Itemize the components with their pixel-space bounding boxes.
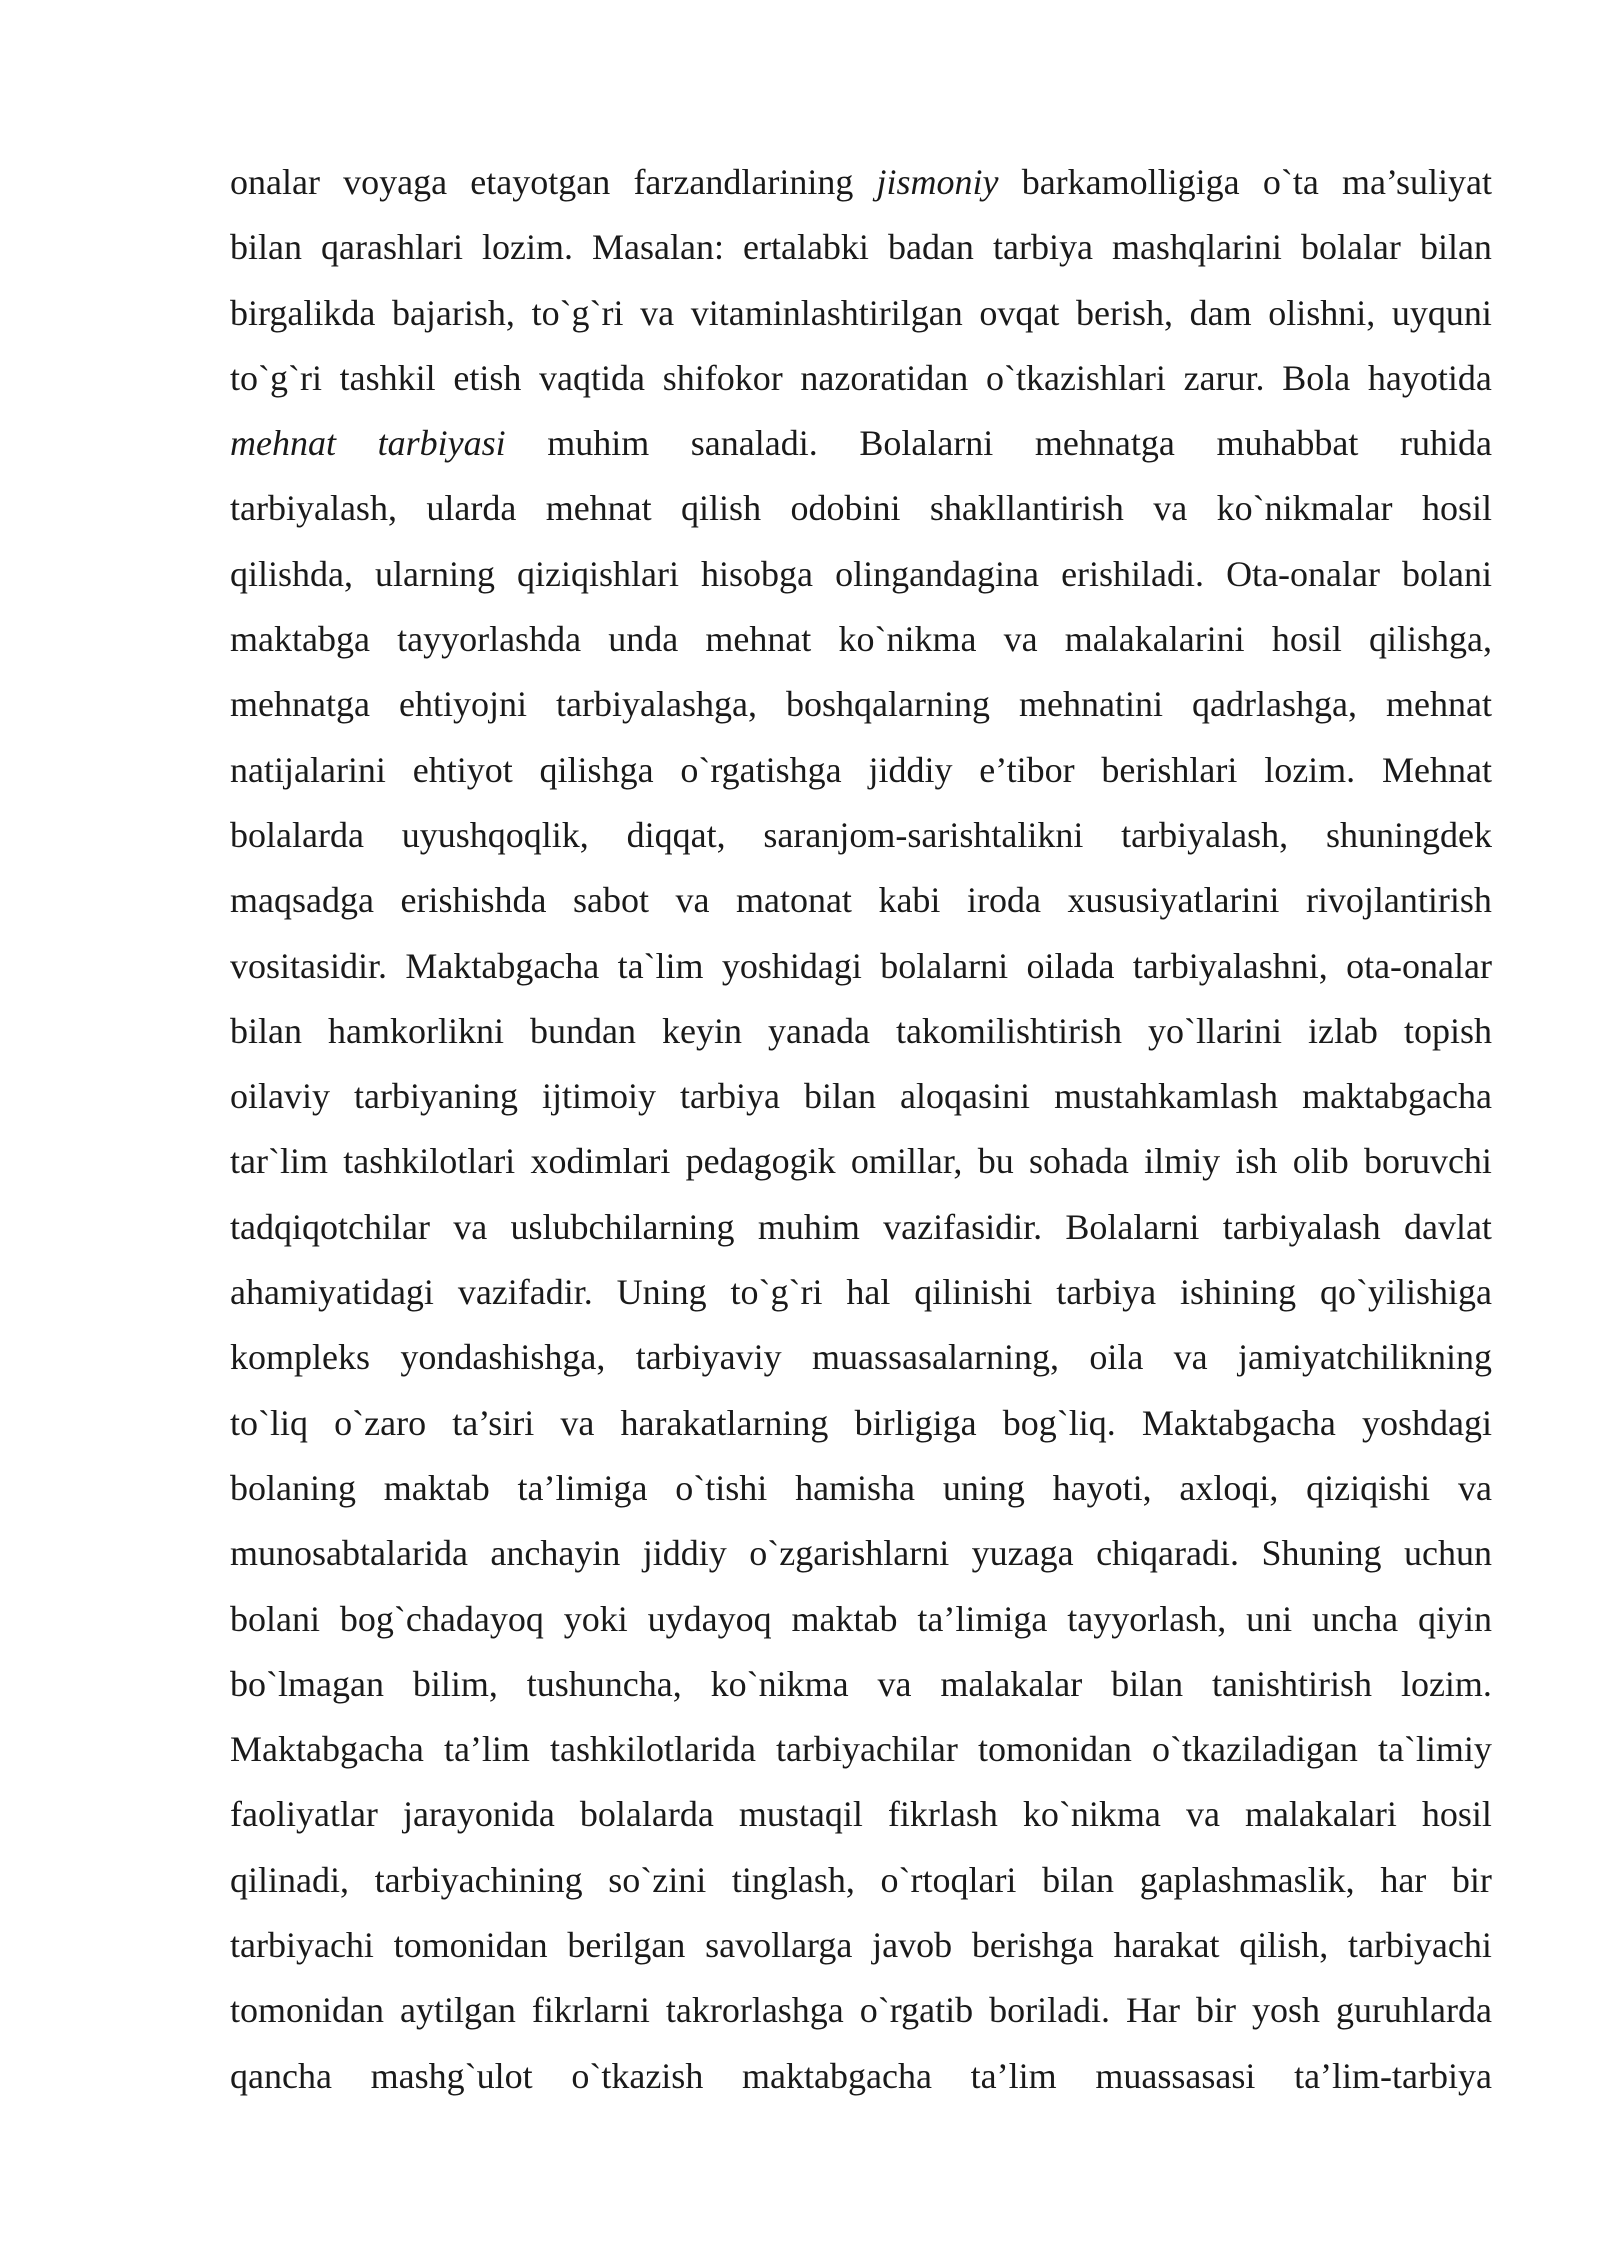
word: javob — [872, 1925, 953, 1966]
word: uyquni — [1391, 292, 1492, 333]
text-line — [230, 1717, 1492, 1782]
word: olib — [1292, 1141, 1349, 1182]
word: bilan — [1042, 1859, 1115, 1900]
word: Har — [1126, 1990, 1181, 2031]
word: tarbiyaviy — [635, 1337, 782, 1378]
text-line — [230, 476, 1492, 541]
word: tadqiqotchilar — [230, 1206, 430, 1247]
word: qancha — [230, 2055, 332, 2096]
word: munosabtalarida — [230, 1533, 468, 1574]
word: erishishda — [400, 880, 547, 921]
word: sabot — [572, 880, 649, 921]
word: hosil — [1421, 1794, 1492, 1835]
word: ta’lim-tarbiya — [1294, 2055, 1492, 2096]
word: tarbiya — [680, 1076, 780, 1117]
word: olishni, — [1268, 292, 1376, 333]
word: savollarga — [705, 1925, 853, 1966]
word: olingandagina — [835, 553, 1040, 594]
word: bog`liq. — [1002, 1402, 1116, 1443]
word: qilish — [681, 488, 762, 529]
word: barkamolligiga — [1021, 162, 1240, 202]
word: muhim — [757, 1206, 860, 1247]
word: yoshidagi — [721, 945, 862, 986]
word: onalar — [230, 162, 320, 202]
word: mehnat — [1386, 684, 1492, 725]
word: bolalarda — [230, 814, 364, 855]
text-line — [230, 1587, 1492, 1652]
word: o`tkazishlari — [985, 357, 1166, 398]
word: bilan — [1111, 1663, 1184, 1704]
word: va — [1153, 488, 1188, 529]
word: tushuncha, — [526, 1663, 682, 1704]
word: tarbiyalashni, — [1132, 945, 1328, 986]
word: yosh — [1251, 1990, 1320, 2031]
word: tashkilotlari — [343, 1141, 516, 1182]
word: takomilishtirish — [895, 1010, 1122, 1051]
italic-word: tarbiyasi — [377, 423, 506, 464]
text-line — [230, 1521, 1492, 1586]
word: fikrlash — [887, 1794, 998, 1835]
word: tomonidan — [393, 1925, 548, 1966]
word: omillar, — [850, 1141, 963, 1182]
word: bilim, — [412, 1663, 498, 1704]
word: mustaqil — [738, 1794, 863, 1835]
word: tomonidan — [230, 1990, 384, 2031]
word: to`g`ri — [730, 1272, 823, 1313]
word: tarbiyachi — [230, 1925, 374, 1966]
text-line — [230, 1064, 1492, 1129]
word: Maktabgacha — [230, 1729, 424, 1770]
text-line — [230, 1848, 1492, 1913]
word: tarbiya — [1056, 1272, 1157, 1313]
word: uslubchilarning — [510, 1206, 735, 1247]
word: e’tibor — [979, 749, 1075, 790]
word: tinglash, — [731, 1859, 855, 1900]
word: tarbiyachilar — [775, 1729, 958, 1770]
word: Masalan: — [592, 227, 724, 268]
word: hisobga — [701, 553, 814, 594]
word: tar`lim — [230, 1141, 328, 1182]
text-line — [230, 607, 1492, 672]
word: ta’limiga — [917, 1598, 1048, 1639]
word: berilgan — [567, 1925, 686, 1966]
text-line — [230, 1195, 1492, 1260]
word: qiziqishi — [1306, 1467, 1431, 1508]
word: va — [675, 880, 710, 921]
word: muassasalarning, — [812, 1337, 1059, 1378]
word: mustahkamlash — [1054, 1076, 1279, 1117]
word: ahamiyatidagi — [230, 1272, 434, 1313]
text-line — [230, 281, 1492, 346]
word: so`zini — [608, 1859, 707, 1900]
word: harakat — [1113, 1925, 1220, 1966]
word: bajarish, — [391, 292, 515, 333]
italic-word: jismoniy — [876, 162, 999, 202]
word: Mehnat — [1381, 749, 1492, 790]
word: malakalarini — [1064, 619, 1245, 660]
word: fikrlarni — [531, 1990, 650, 2031]
word: o`zaro — [334, 1402, 427, 1443]
word: muassasasi — [1095, 2055, 1256, 2096]
word: lozim. — [1264, 749, 1356, 790]
text-line — [230, 934, 1492, 999]
word: xususiyatlarini — [1067, 880, 1280, 921]
word: muhim — [547, 423, 650, 464]
word: maqsadga — [230, 880, 374, 921]
word: aloqasini — [900, 1076, 1031, 1117]
word: ta`lim — [617, 945, 704, 986]
word: va — [1185, 1794, 1220, 1835]
word: oila — [1089, 1337, 1144, 1378]
word: jamiyatchilikning — [1238, 1337, 1492, 1378]
word: ishining — [1180, 1272, 1297, 1313]
word: uchun — [1403, 1533, 1492, 1574]
word: berish, — [1076, 292, 1173, 333]
word: faoliyatlar — [230, 1794, 378, 1835]
word: ma’suliyat — [1341, 162, 1492, 202]
word: shuningdek — [1325, 814, 1492, 855]
word: hayotida — [1367, 357, 1492, 398]
word: jiddiy — [868, 749, 953, 790]
text-line — [230, 411, 1492, 476]
word: xodimlari — [530, 1141, 671, 1182]
word: qarashlari — [321, 227, 463, 268]
word: izlab — [1307, 1010, 1378, 1051]
word: bir — [1196, 1990, 1236, 2031]
word: qilinishi — [914, 1272, 1033, 1313]
word: axloqi, — [1179, 1467, 1279, 1508]
word: ovqat — [979, 292, 1060, 333]
word: berishga — [971, 1925, 1094, 1966]
word: o`tkaziladigan — [1151, 1729, 1358, 1770]
word: ta’lim — [443, 1729, 530, 1770]
word: yoki — [563, 1598, 628, 1639]
word: keyin — [662, 1010, 742, 1051]
word: va — [1457, 1467, 1492, 1508]
word: bolani — [1402, 553, 1492, 594]
word: aytilgan — [399, 1990, 516, 2031]
word: erishiladi. — [1061, 553, 1205, 594]
word: vazifadir. — [457, 1272, 593, 1313]
word: mehnatini — [1019, 684, 1163, 725]
word: ehtiyojni — [399, 684, 527, 725]
word: ijtimoiy — [542, 1076, 657, 1117]
word: mehnatga — [230, 684, 370, 725]
word: maktabgacha — [1302, 1076, 1492, 1117]
word: muhabbat — [1216, 423, 1359, 464]
word: yanada — [768, 1010, 870, 1051]
word: qilishda, — [230, 553, 353, 594]
word: ta’siri — [452, 1402, 535, 1443]
word: bilan — [804, 1076, 877, 1117]
word: uni — [1246, 1598, 1293, 1639]
word: o`tishi — [675, 1467, 768, 1508]
word: hamisha — [795, 1467, 916, 1508]
word: voyaga — [343, 162, 448, 202]
text-line — [230, 803, 1492, 868]
word: kompleks — [230, 1337, 370, 1378]
word: Bolalarni — [1065, 1206, 1200, 1247]
word: va — [877, 1663, 912, 1704]
word: ta’limiga — [517, 1467, 648, 1508]
text-line — [230, 738, 1492, 803]
word: boshqalarning — [786, 684, 990, 725]
word: uning — [942, 1467, 1025, 1508]
word: uncha — [1312, 1598, 1399, 1639]
word: boruvchi — [1363, 1141, 1492, 1182]
word: ko`nikma — [838, 619, 977, 660]
word: yondashishga, — [400, 1337, 606, 1378]
word: ertalabki — [743, 227, 869, 268]
text-line — [230, 999, 1492, 1064]
italic-word: mehnat — [230, 423, 336, 464]
word: hosil — [1421, 488, 1492, 529]
word: uydayoq — [647, 1598, 772, 1639]
word: mashg`ulot — [370, 2055, 533, 2096]
word: hamkorlikni — [328, 1010, 504, 1051]
word: guruhlarda — [1335, 1990, 1492, 2031]
word: mashqlarini — [1111, 227, 1282, 268]
word: tarbiyachi — [1347, 1925, 1492, 1966]
text-line — [230, 1913, 1492, 1978]
word: tarbiyaning — [354, 1076, 518, 1117]
word: ruhida — [1400, 423, 1492, 464]
word: o`ta — [1262, 162, 1319, 202]
word: o`zgarishlarni — [749, 1533, 950, 1574]
text-line — [230, 2044, 1492, 2109]
text-line — [230, 150, 1492, 215]
word: tarbiyalash, — [230, 488, 397, 529]
word: bog`chadayoq — [339, 1598, 544, 1639]
word: tarbiyalash — [1222, 1206, 1381, 1247]
word: tarbiya — [992, 227, 1093, 268]
text-line — [230, 1978, 1492, 2043]
word: anchayin — [490, 1533, 621, 1574]
word: topish — [1403, 1010, 1492, 1051]
word: natijalarini — [230, 749, 386, 790]
word: unda — [608, 619, 679, 660]
word: vositasidir. — [230, 945, 388, 986]
word: davlat — [1403, 1206, 1492, 1247]
word: o`tkazish — [571, 2055, 704, 2096]
word: ish — [1235, 1141, 1278, 1182]
word: bolani — [230, 1598, 320, 1639]
word: nazoratidan — [800, 357, 969, 398]
word: tayyorlash, — [1067, 1598, 1227, 1639]
word: mehnat — [545, 488, 652, 529]
word: boriladi. — [989, 1990, 1111, 2031]
word: oilada — [1026, 945, 1115, 986]
word: mehnat — [705, 619, 812, 660]
word: sanaladi. — [690, 423, 818, 464]
word: qilishga — [539, 749, 654, 790]
word: matonat — [735, 880, 852, 921]
word: vaqtida — [539, 357, 645, 398]
word: har — [1380, 1859, 1427, 1900]
word: qadrlashga, — [1192, 684, 1357, 725]
word: to`liq — [230, 1402, 308, 1443]
word: etish — [453, 357, 522, 398]
text-line — [230, 1456, 1492, 1521]
word: takrorlashga — [665, 1990, 844, 2031]
word: bolalar — [1300, 227, 1401, 268]
word: va — [560, 1402, 595, 1443]
word: va — [640, 292, 675, 333]
word: jiddiy — [642, 1533, 727, 1574]
word: Bolalarni — [859, 423, 994, 464]
word: qo`yilishiga — [1319, 1272, 1492, 1313]
word: ota-onalar — [1346, 945, 1492, 986]
text-line — [230, 868, 1492, 933]
word: bolalarda — [579, 1794, 714, 1835]
word: Ota-onalar — [1226, 553, 1380, 594]
word: to`g`ri — [531, 292, 624, 333]
word: yuzaga — [971, 1533, 1074, 1574]
word: bir — [1451, 1859, 1492, 1900]
word: farzandlarining — [633, 162, 854, 202]
word: hosil — [1271, 619, 1342, 660]
word: lozim. — [1400, 1663, 1492, 1704]
word: chiqaradi. — [1096, 1533, 1240, 1574]
word: tashkilotlarida — [549, 1729, 756, 1770]
word: o`rgatishga — [680, 749, 842, 790]
word: tarbiyachining — [374, 1859, 583, 1900]
word: etayotgan — [470, 162, 611, 202]
word: maktab — [791, 1598, 898, 1639]
word: bilan — [230, 1010, 302, 1051]
word: qiyin — [1417, 1598, 1492, 1639]
word: Uning — [616, 1272, 707, 1313]
word: shifokor — [662, 357, 783, 398]
word: iroda — [966, 880, 1041, 921]
text-line — [230, 672, 1492, 737]
word: Maktabgacha — [1141, 1402, 1336, 1443]
word: mehnatga — [1034, 423, 1175, 464]
word: ko`nikmalar — [1216, 488, 1393, 529]
word: hayoti, — [1052, 1467, 1152, 1508]
word: birligiga — [854, 1402, 977, 1443]
word: yoshdagi — [1361, 1402, 1492, 1443]
word: tanishtirish — [1212, 1663, 1373, 1704]
text-line — [230, 1260, 1492, 1325]
word: dam — [1189, 292, 1252, 333]
word: harakatlarning — [620, 1402, 829, 1443]
body-text — [230, 150, 1492, 2109]
word: malakalari — [1244, 1794, 1397, 1835]
word: berishlari — [1101, 749, 1238, 790]
word: to`g`ri — [230, 357, 322, 398]
word: Maktabgacha — [405, 945, 600, 986]
word: uyushqoqlik, — [401, 814, 589, 855]
word: sohada — [1028, 1141, 1129, 1182]
word: bo`lmagan — [230, 1663, 384, 1704]
text-line — [230, 1652, 1492, 1717]
word: malakalar — [940, 1663, 1083, 1704]
word: bu — [977, 1141, 1014, 1182]
text-line — [230, 1391, 1492, 1456]
word: rivojlantirish — [1305, 880, 1492, 921]
word: shakllantirish — [929, 488, 1124, 529]
word: odobini — [790, 488, 901, 529]
word: va — [453, 1206, 488, 1247]
word: lozim. — [481, 227, 573, 268]
word: zarur. — [1183, 357, 1265, 398]
word: kabi — [878, 880, 941, 921]
word: ularning — [375, 553, 496, 594]
text-line — [230, 215, 1492, 280]
word: vitaminlashtirilgan — [690, 292, 963, 333]
word: ilmiy — [1144, 1141, 1221, 1182]
word: o`rgatib — [859, 1990, 974, 2031]
word: o`rtoqlari — [880, 1859, 1017, 1900]
word: saranjom-sarishtalikni — [763, 814, 1084, 855]
word: qiziqishlari — [517, 553, 680, 594]
word: bilan — [230, 227, 302, 268]
text-line — [230, 346, 1492, 411]
text-line — [230, 1782, 1492, 1847]
word: maktabgacha — [742, 2055, 932, 2096]
word: qilishga, — [1369, 619, 1492, 660]
word: ehtiyot — [412, 749, 513, 790]
word: oilaviy — [230, 1076, 330, 1117]
word: hal — [846, 1272, 891, 1313]
word: birgalikda — [230, 292, 376, 333]
text-line — [230, 1325, 1492, 1390]
word: va — [1003, 619, 1038, 660]
word: tarbiyalash, — [1121, 814, 1289, 855]
word: ko`nikma — [710, 1663, 849, 1704]
word: ularda — [426, 488, 517, 529]
word: ta`limiy — [1377, 1729, 1492, 1770]
word: jarayonida — [402, 1794, 555, 1835]
word: yo`llarini — [1147, 1010, 1282, 1051]
text-line — [230, 1129, 1492, 1194]
word: Shuning — [1261, 1533, 1382, 1574]
word: diqqat, — [626, 814, 726, 855]
text-line — [230, 542, 1492, 607]
word: bilan — [1419, 227, 1492, 268]
word: va — [1173, 1337, 1208, 1378]
word: tashkil — [339, 357, 436, 398]
word: qilinadi, — [230, 1859, 349, 1900]
word: tayyorlashda — [397, 619, 582, 660]
word: tomonidan — [977, 1729, 1132, 1770]
word: qilish, — [1239, 1925, 1329, 1966]
word: ta’lim — [970, 2055, 1057, 2096]
word: maktab — [383, 1467, 490, 1508]
word: ko`nikma — [1022, 1794, 1161, 1835]
word: badan — [887, 227, 974, 268]
word: vazifasidir. — [883, 1206, 1043, 1247]
word: maktabga — [230, 619, 370, 660]
word: bolalarni — [880, 945, 1009, 986]
word: bundan — [530, 1010, 636, 1051]
word: gaplashmaslik, — [1139, 1859, 1355, 1900]
word: bolaning — [230, 1467, 356, 1508]
word: Bola — [1282, 357, 1351, 398]
word: pedagogik — [685, 1141, 836, 1182]
word: tarbiyalashga, — [556, 684, 757, 725]
